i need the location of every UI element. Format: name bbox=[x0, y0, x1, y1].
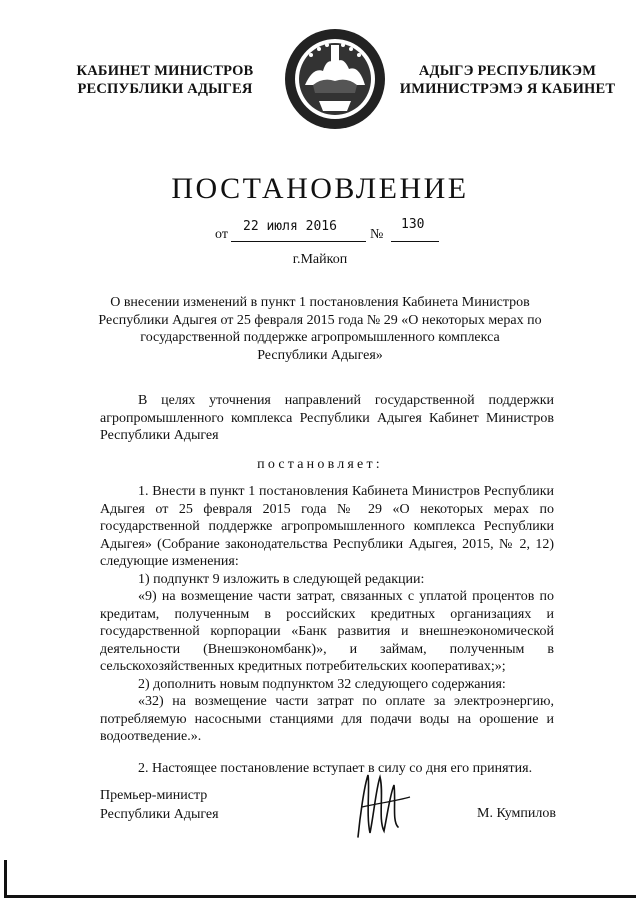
operative-part bbox=[100, 483, 554, 777]
paragraph: «32) на возмещение части затрат по оплате за электроэнергию, потребляемую насосными станциями для подачи воды на орошение и водоотведение.». bbox=[100, 694, 554, 744]
scan-border-bottom bbox=[4, 895, 636, 898]
handwritten-signature-icon bbox=[340, 767, 450, 842]
paragraph: 2. Настоящее постановление вступает в силу со дня его принятия. bbox=[138, 760, 533, 776]
preamble: В целях уточнения направлений государственной поддержки агропромышленного комплекса Республики Адыгея Кабинет Министров Республики Адыгея bbox=[100, 393, 554, 443]
document-title: ПОСТАНОВЛЕНИЕ bbox=[171, 172, 469, 205]
document-number: 130 bbox=[401, 217, 425, 232]
scan-border-left bbox=[4, 860, 7, 897]
paragraph: 1. Внести в пункт 1 постановления Кабинета Министров Республики Адыгея от 25 февраля 2015 года № 29 «О некоторых мерах по государственной поддержке агропромышленного комплекса Республики Адыгея» (Собрание законодательства Республики Адыгея, 2015, № 2, 12) следующие изменения: bbox=[100, 484, 554, 569]
cabinet-name-adyghe-line2: ИМИНИСТРЭМЭ Я КАБИНЕТ bbox=[399, 81, 616, 97]
subject-line: Республики Адыгея от 25 февраля 2015 года № 29 «О некоторых мерах по bbox=[98, 312, 542, 328]
from-label: от bbox=[215, 227, 228, 242]
cabinet-name-russian-line1: КАБИНЕТ МИНИСТРОВ bbox=[76, 63, 254, 79]
cabinet-name-russian-line2: РЕСПУБЛИКИ АДЫГЕЯ bbox=[77, 81, 253, 97]
number-label: № bbox=[370, 227, 384, 242]
number-underline bbox=[391, 241, 439, 242]
document-subject bbox=[90, 294, 550, 364]
paragraph: «9) на возмещение части затрат, связанных с уплатой процентов по кредитам, полученным в российских кредитных организациях и государственной корпорации «Банк развития и внешнеэкономической деятельности (Внешэкономбанк)», и займам, полученным в сельскохозяйственных кредитных потребительских кооперативах;»; bbox=[100, 589, 554, 674]
cabinet-name-adyghe bbox=[395, 62, 620, 98]
subject-line: Республики Адыгея» bbox=[257, 347, 383, 363]
paragraph: 1) подпункт 9 изложить в следующей редакции: bbox=[138, 571, 425, 587]
date-underline bbox=[231, 241, 366, 242]
paragraph: 2) дополнить новым подпунктом 32 следующего содержания: bbox=[138, 676, 506, 692]
position-line: Премьер-министр bbox=[100, 788, 208, 803]
cabinet-name-russian bbox=[70, 62, 260, 98]
position-line: Республики Адыгея bbox=[100, 807, 219, 822]
cabinet-name-adyghe-line1: АДЫГЭ РЕСПУБЛИКЭМ bbox=[418, 63, 597, 79]
signatory-name: М. Кумпилов bbox=[477, 806, 556, 821]
city: г.Майкоп bbox=[292, 252, 348, 267]
subject-line: О внесении изменений в пункт 1 постановления Кабинета Министров bbox=[110, 295, 530, 310]
date-number-line bbox=[215, 217, 455, 245]
coat-of-arms-icon bbox=[283, 27, 387, 131]
document-date: 22 июля 2016 bbox=[243, 219, 337, 234]
decree-word: постановляет: bbox=[257, 457, 383, 472]
subject-line: государственной поддержке агропромышленного комплекса bbox=[140, 330, 500, 345]
signatory-position bbox=[100, 786, 219, 824]
